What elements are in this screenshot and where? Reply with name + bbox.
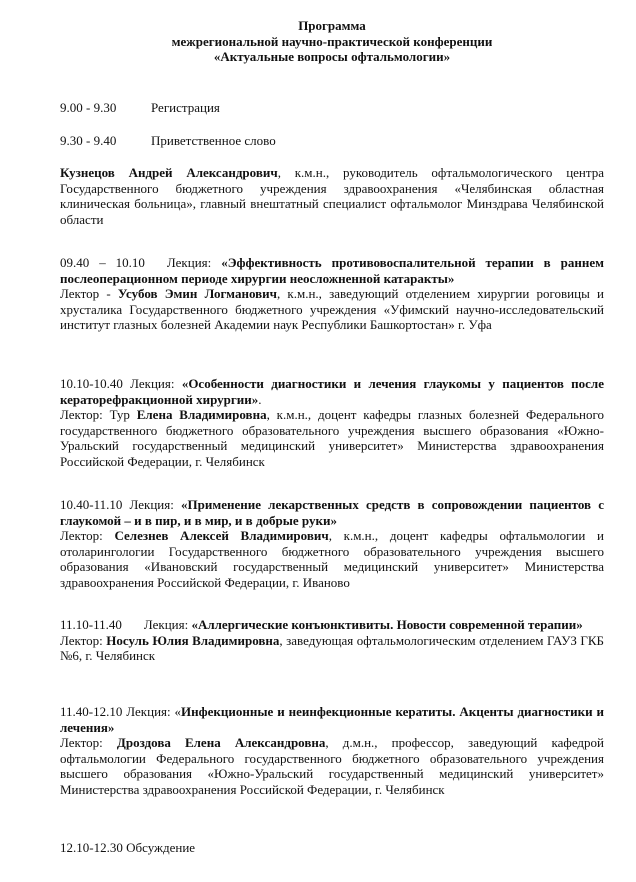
schedule-item-registration: [60, 100, 220, 115]
lecturer-details: , д.м.н., профессор, заведующий кафедрой офтальмологии Федерального государственного бюджетного образовательного учреждения высшего образования «Южно-Уральский государственный медицинский университет» Министерства здравоохранения Российской Федерации, г. Челябинск: [60, 735, 604, 797]
lecture-item: [60, 704, 604, 797]
title-line-1: Программа: [298, 18, 366, 33]
schedule-label: Приветственное слово: [151, 133, 276, 148]
lecture-time: 11.10-11.40: [60, 617, 122, 632]
welcome-speaker-block: [60, 165, 604, 227]
lecture-title: Инфекционные и неинфекционные кератиты. Акценты диагностики и лечения»: [60, 704, 604, 735]
schedule-label: Регистрация: [151, 100, 220, 115]
title-line-2: межрегиональной научно-практической конференции: [171, 33, 493, 49]
speaker-name: Кузнецов Андрей Александрович: [60, 165, 278, 180]
lecture-type: Лекция:: [122, 376, 182, 391]
lecturer-prefix: Лектор:: [60, 528, 115, 543]
schedule-time: 9.00 - 9.30: [60, 100, 117, 115]
title-line-3: «Актуальные вопросы офтальмологии»: [213, 49, 451, 64]
lecturer-name: Селезнев Алексей Владимирович: [114, 528, 329, 543]
lecture-title: «Эффективность противовоспалительной терапии в раннем послеоперационном периоде хирургии неосложненной катаракты»: [60, 255, 604, 286]
lecturer-prefix: Лектор:: [60, 632, 107, 648]
lecturer-prefix: Лектор:: [60, 735, 117, 750]
lecture-type: Лекция: «: [122, 704, 182, 719]
lecture-title: «Применение лекарственных средств в сопровождении пациентов с глаукомой – и в пир, и в мир, и в добрые руки»: [60, 497, 604, 528]
lecturer-name: Елена Владимировна: [136, 407, 267, 422]
schedule-item-discussion: [60, 840, 195, 855]
lecture-title: «Особенности диагностики и лечения глаукомы у пациентов после кераторефракционной хирургии»: [60, 376, 604, 407]
lecturer-name: Дроздова Елена Александровна: [116, 735, 326, 750]
schedule-label: Обсуждение: [126, 840, 196, 855]
lecturer-prefix: Лектор -: [60, 286, 118, 301]
lecturer-details: , к.м.н., доцент кафедры офтальмологии и отоларингологии Государственного бюджетного образовательного учреждения высшего образования «Ивановский государственный медицинский университет» Министерства здравоохранения Российской Федерации, г. Иваново: [60, 528, 604, 590]
lecture-title: «Аллергические конъюнктивиты. Новости современной терапии»: [191, 617, 583, 632]
lecture-time: 09.40 – 10.10: [60, 255, 145, 270]
schedule-item-welcome: [60, 133, 276, 148]
lecture-time: 10.40-11.10: [60, 497, 123, 512]
lecture-type: Лекция:: [122, 497, 182, 512]
program-title: [60, 18, 604, 65]
lecture-item: [60, 255, 604, 333]
lecture-item: [60, 376, 604, 469]
lecture-time: 11.40-12.10: [60, 704, 123, 719]
lecture-time: 10.10-10.40: [60, 376, 123, 391]
lecture-item: [60, 497, 604, 590]
schedule-time: 9.30 - 9.40: [60, 133, 117, 148]
lecturer-details: , к.м.н., доцент кафедры глазных болезней Федерального государственного бюджетного образовательного учреждения высшего образования «Южно-Уральский государственный медицинский университет» Министерства здравоохранения Российской Федерации, г. Челябинск: [60, 407, 604, 469]
lecturer-details: , к.м.н., заведующий отделением хирургии роговицы и хрусталика Государственного бюджетного учреждения «Уфимский научно-исследовательский институт глазных болезней Академии наук Республики Башкортостан» г. Уфа: [60, 286, 604, 332]
schedule-time: 12.10-12.30: [60, 840, 123, 855]
lecturer-name: Усубов Эмин Логманович: [117, 286, 277, 301]
speaker-details: , к.м.н., руководитель офтальмологического центра Государственного бюджетного учреждения здравоохранения «Челябинская областная клиническая больница», главный внештатный специалист офтальмолог Минздрава Челябинской области: [60, 165, 604, 227]
lecturer-name: Носуль Юлия Владимировна: [106, 632, 280, 648]
lecturer-details: , заведующая офтальмологическим отделением ГАУЗ ГКБ №6, г. Челябинск: [60, 632, 604, 663]
lecture-item: [60, 617, 604, 664]
lecture-type: Лекция:: [143, 617, 192, 632]
lecturer-prefix: Лектор: Тур: [60, 407, 137, 422]
lecture-type: Лекция:: [166, 255, 222, 270]
lecture-title-suffix: .: [258, 391, 262, 407]
